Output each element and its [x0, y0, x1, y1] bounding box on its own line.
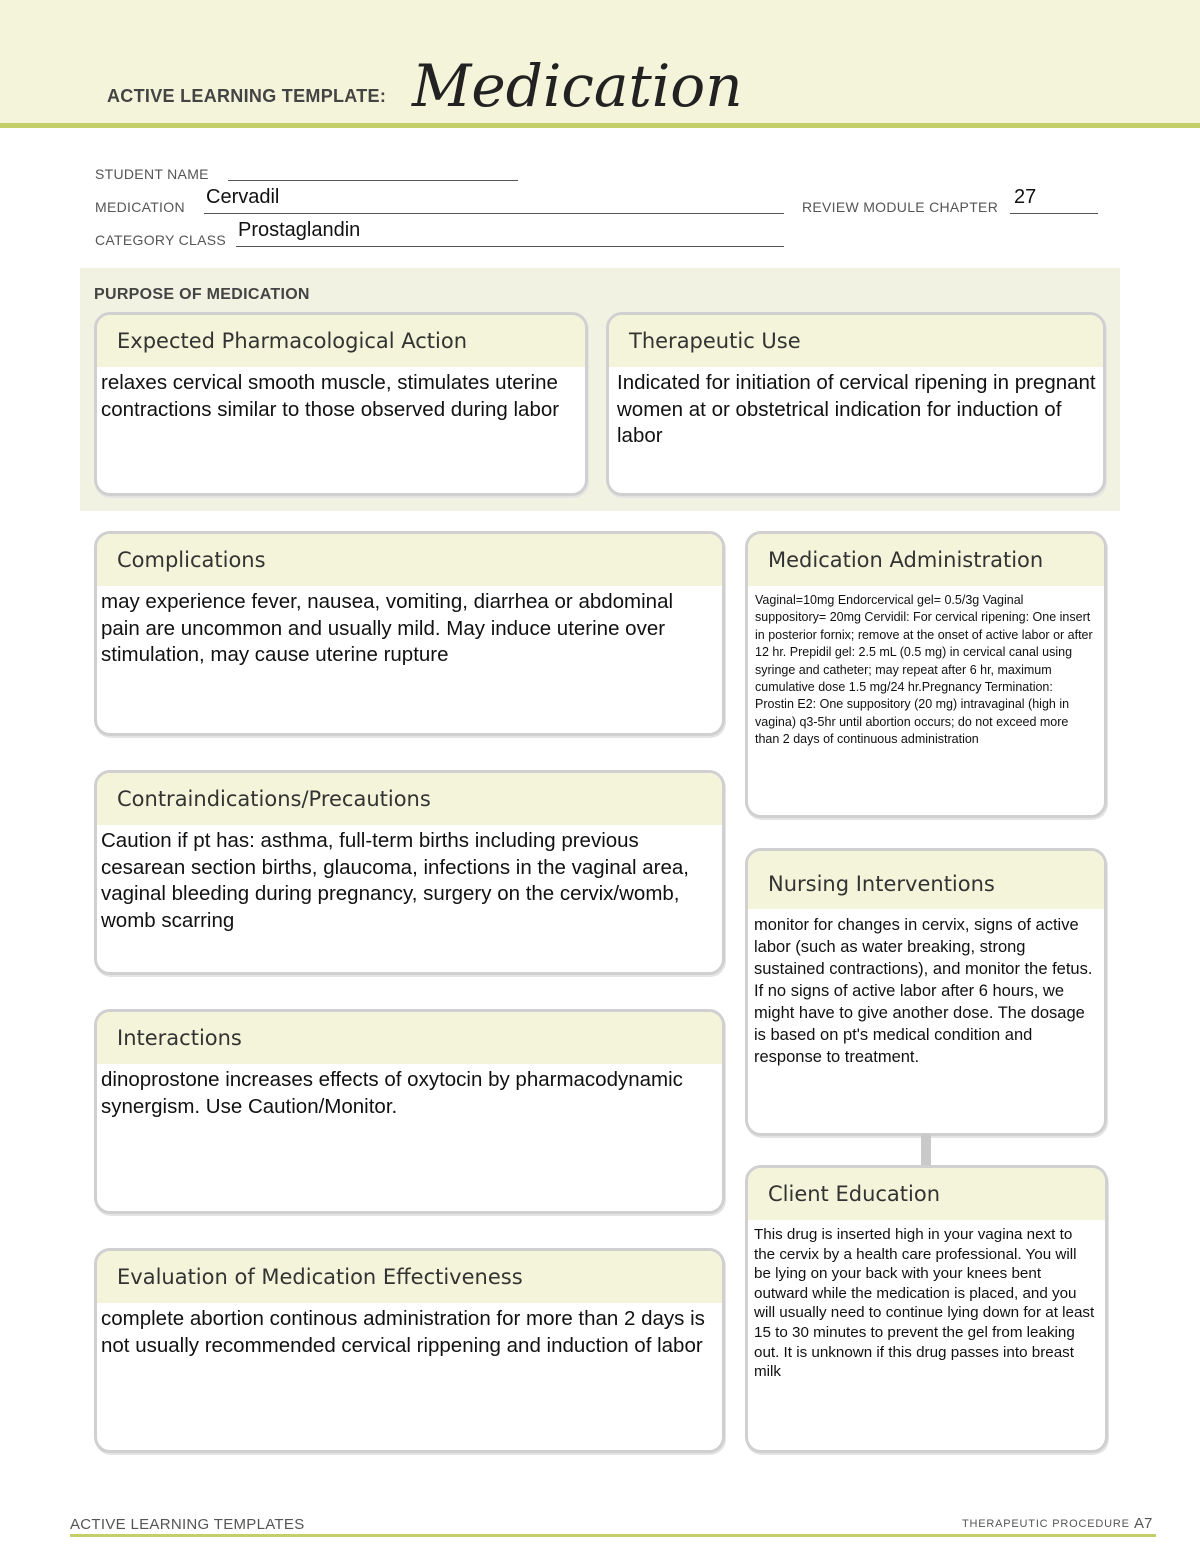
- complications-text: may experience fever, nausea, vomiting, diarrhea or abdominal pain are uncommon and usually mild. May induce uterine over stimulation, may cause uterine rupture: [101, 590, 674, 666]
- expected-action-box[interactable]: [94, 312, 588, 496]
- category-class-value: Prostaglandin: [238, 219, 361, 241]
- therapeutic-use-box[interactable]: [606, 312, 1106, 496]
- contraindications-title: Contraindications/Precautions: [97, 773, 722, 825]
- purpose-label: PURPOSE OF MEDICATION: [94, 286, 310, 303]
- evaluation-title: Evaluation of Medication Effectiveness: [97, 1251, 722, 1303]
- interactions-box[interactable]: [94, 1009, 725, 1214]
- complications-title: Complications: [97, 534, 722, 586]
- nursing-text: monitor for changes in cervix, signs of active labor (such as water breaking, strong sustained contractions), and monitor the fetus. If no signs of active labor after 6 hours, we might have to give another dose. The dosage is based on pt's medical condition and response to treatment.: [754, 916, 1093, 1066]
- review-module-field[interactable]: [1010, 213, 1098, 214]
- medication-label: MEDICATION: [95, 199, 185, 215]
- contraindications-text: Caution if pt has: asthma, full-term births including previous cesarean section births, glaucoma, infections in the vaginal area, vaginal bleeding during pregnancy, surgery on the cervix/womb, womb scarring: [101, 829, 690, 932]
- nursing-box[interactable]: [745, 848, 1107, 1136]
- evaluation-text: complete abortion continous administration for more than 2 days is not usually recommended cervical rippening and induction of labor: [101, 1307, 705, 1357]
- interactions-title: Interactions: [97, 1012, 722, 1064]
- template-header: [0, 0, 1200, 128]
- connector-line: [921, 1134, 931, 1166]
- expected-action-title: Expected Pharmacological Action: [97, 315, 585, 367]
- administration-box[interactable]: [745, 531, 1107, 818]
- interactions-text: dinoprostone increases effects of oxytocin by pharmacodynamic synergism. Use Caution/Monitor.: [101, 1068, 683, 1118]
- footer-right-label: THERAPEUTIC PROCEDURE: [962, 1518, 1130, 1530]
- expected-action-text: relaxes cervical smooth muscle, stimulates uterine contractions similar to those observed during labor: [101, 371, 560, 421]
- footer-rule: [70, 1534, 1156, 1537]
- therapeutic-use-title: Therapeutic Use: [609, 315, 1103, 367]
- student-name-label: STUDENT NAME: [95, 166, 209, 182]
- client-education-box[interactable]: [745, 1165, 1108, 1453]
- client-education-text: This drug is inserted high in your vagina next to the cervix by a health care professional. You will be lying on your back with your knees bent outward while the medication is placed, and you will usually need to continue lying down for at least 15 to 30 minutes to prevent the gel from leaking out. It is unknown if this drug passes into breast milk: [754, 1226, 1095, 1381]
- page-title: Medication: [412, 52, 743, 120]
- medication-field[interactable]: [204, 213, 784, 214]
- medication-value: Cervadil: [206, 186, 280, 208]
- evaluation-box[interactable]: [94, 1248, 725, 1453]
- template-label: ACTIVE LEARNING TEMPLATE:: [107, 86, 387, 106]
- page-number: A7: [1134, 1515, 1153, 1532]
- review-module-label: REVIEW MODULE CHAPTER: [802, 199, 999, 215]
- student-name-field[interactable]: [228, 180, 518, 181]
- review-module-value: 27: [1014, 186, 1037, 208]
- footer-left-label: ACTIVE LEARNING TEMPLATES: [70, 1516, 305, 1533]
- administration-title: Medication Administration: [748, 534, 1104, 586]
- therapeutic-use-text: Indicated for initiation of cervical ripening in pregnant women at or obstetrical indication for induction of labor: [617, 371, 1096, 447]
- category-class-label: CATEGORY CLASS: [95, 232, 227, 248]
- nursing-title: Nursing Interventions: [748, 851, 1104, 909]
- complications-box[interactable]: [94, 531, 725, 736]
- contraindications-box[interactable]: [94, 770, 725, 975]
- administration-text: Vaginal=10mg Endorcervical gel= 0.5/3g Vaginal suppository= 20mg Cervidil: For cervical ripening: One insert in posterior fornix; remove at the onset of active labor or after 12 hr. Prepidil gel: 2.5 mL (0.5 mg) in cervical canal using syringe and catheter; may repeat after 6 hr, maximum cumulative dose 1.5 mg/24 hr.Pregnancy Termination: Prostin E2: One suppository (20 mg) intravaginal (high in vagina) q3-5hr until abortion occurs; do not exceed more than 2 days of continuous administration: [755, 593, 1093, 747]
- category-class-field[interactable]: [236, 246, 784, 247]
- client-education-title: Client Education: [748, 1168, 1105, 1220]
